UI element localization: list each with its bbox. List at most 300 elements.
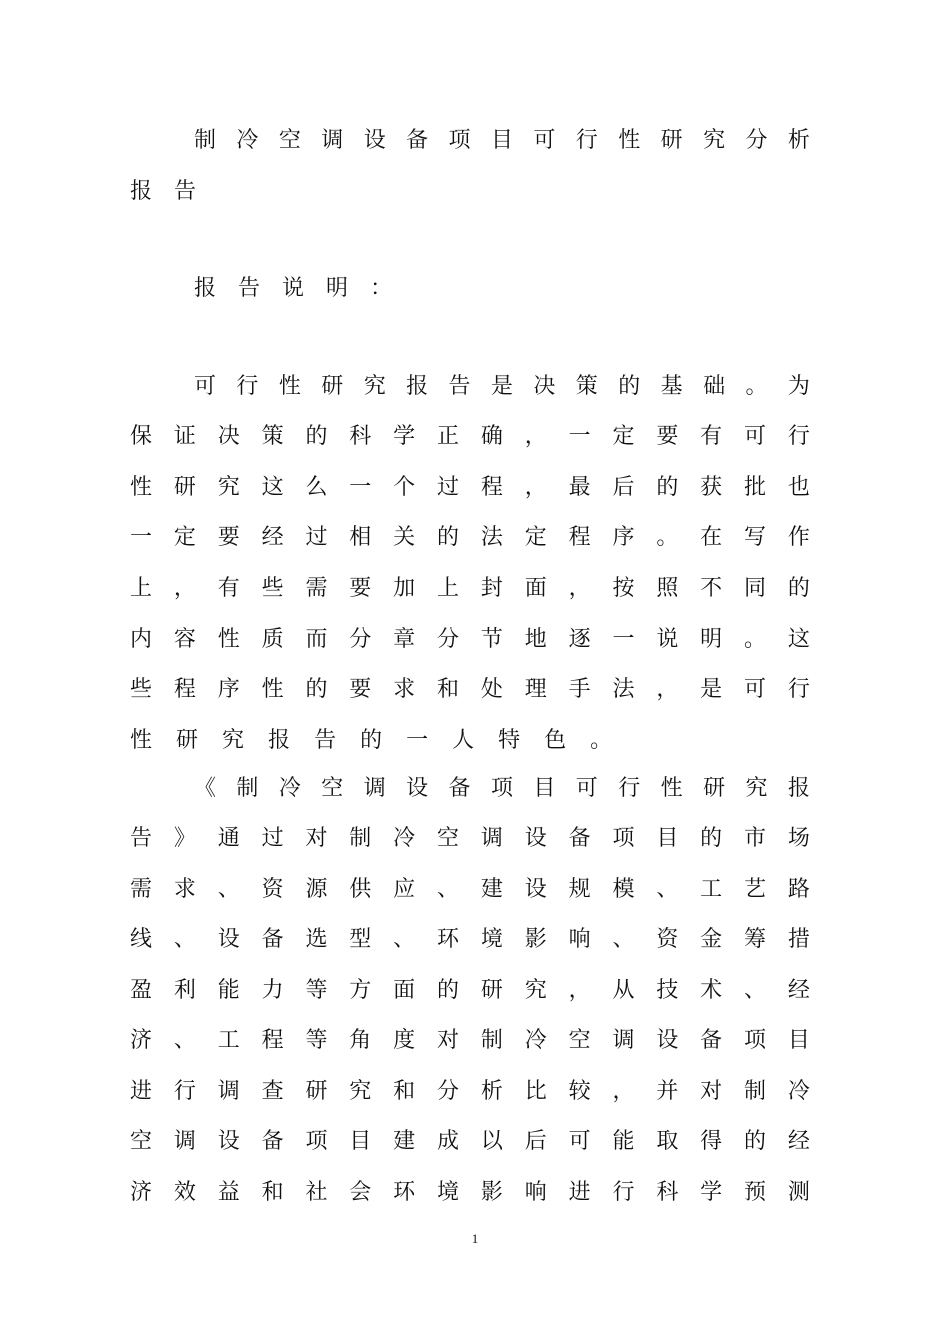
paragraph-line <box>130 521 810 555</box>
text-character: 和 <box>261 1180 284 1205</box>
text-character: 分 <box>745 128 768 153</box>
text-character: 选 <box>305 927 328 952</box>
text-character: 一 <box>568 424 591 449</box>
text-character: 比 <box>524 1079 547 1104</box>
text-character: 同 <box>744 576 767 601</box>
text-character: 定 <box>524 525 547 550</box>
text-character: 策 <box>575 374 598 399</box>
text-character: 目 <box>533 776 556 801</box>
text-character: 备 <box>448 776 471 801</box>
text-character: 础 <box>703 374 726 399</box>
text-character: 科 <box>349 424 372 449</box>
text-character: 备 <box>700 1028 723 1053</box>
text-character: 性 <box>261 677 284 702</box>
text-character: 需 <box>130 877 153 902</box>
text-character: 可 <box>194 374 217 399</box>
text-character: ， <box>568 978 591 1003</box>
text-character: 需 <box>305 576 328 601</box>
text-character: 地 <box>524 627 547 652</box>
text-character: 空 <box>568 1028 591 1053</box>
text-character: 建 <box>393 1129 416 1154</box>
text-character: 、 <box>217 877 240 902</box>
text-character: 冷 <box>278 776 301 801</box>
text-character: 、 <box>656 877 679 902</box>
text-character: 成 <box>437 1129 460 1154</box>
text-character: 角 <box>349 1028 372 1053</box>
title-line-1 <box>194 124 810 158</box>
text-character: 、 <box>393 927 416 952</box>
text-character: 调 <box>480 826 503 851</box>
text-character: 的 <box>305 677 328 702</box>
text-character: 法 <box>480 525 503 550</box>
text-character: 设 <box>217 1129 240 1154</box>
text-character: 设 <box>363 128 386 153</box>
text-character: 过 <box>437 475 460 500</box>
text-character: 报 <box>268 728 291 753</box>
text-character: 测 <box>787 1180 810 1205</box>
text-character: 资 <box>261 877 284 902</box>
paragraph-line <box>130 471 810 505</box>
text-character: 可 <box>575 776 598 801</box>
text-character: 内 <box>130 627 153 652</box>
text-character: 作 <box>787 525 810 550</box>
text-character: 设 <box>217 927 240 952</box>
text-character: 空 <box>437 826 460 851</box>
text-character: 告 <box>130 826 153 851</box>
text-character: 、 <box>612 927 635 952</box>
text-character: 空 <box>130 1129 153 1154</box>
paragraph-line <box>130 724 810 758</box>
paragraph-line <box>130 572 810 606</box>
text-character: 批 <box>744 475 767 500</box>
text-character: 环 <box>393 1180 416 1205</box>
text-character: 序 <box>217 677 240 702</box>
text-character: 备 <box>261 1129 284 1154</box>
text-character: 么 <box>305 475 328 500</box>
text-character: 供 <box>349 877 372 902</box>
text-character: 究 <box>222 728 245 753</box>
text-character: 面 <box>393 978 416 1003</box>
text-character: 分 <box>349 627 372 652</box>
text-character: ， <box>524 475 547 500</box>
text-character: 调 <box>217 1079 240 1104</box>
text-character: 冷 <box>524 1028 547 1053</box>
text-character: 模 <box>612 877 635 902</box>
text-character: 是 <box>700 677 723 702</box>
text-character: 的 <box>656 475 679 500</box>
text-character: 研 <box>173 475 196 500</box>
text-character: 程 <box>568 525 591 550</box>
text-character: 证 <box>173 424 196 449</box>
text-character: 定 <box>173 525 196 550</box>
text-character: 保 <box>130 424 153 449</box>
text-character: 性 <box>278 374 301 399</box>
text-character: 并 <box>656 1079 679 1104</box>
text-character: 力 <box>261 978 284 1003</box>
text-character: 能 <box>217 978 240 1003</box>
text-character: 的 <box>787 576 810 601</box>
text-character: 设 <box>656 1028 679 1053</box>
paragraph-line <box>130 623 810 657</box>
text-character: 定 <box>612 424 635 449</box>
text-character: 求 <box>393 677 416 702</box>
paragraph-line <box>194 370 810 404</box>
text-character: 研 <box>660 128 683 153</box>
text-character: 艺 <box>744 877 767 902</box>
text-character: 路 <box>787 877 810 902</box>
text-character: ， <box>656 677 679 702</box>
text-character: 型 <box>349 927 372 952</box>
text-character: ， <box>173 576 196 601</box>
text-character: 程 <box>480 475 503 500</box>
text-character: 境 <box>437 1180 460 1205</box>
text-character: 程 <box>261 1028 284 1053</box>
text-character: 会 <box>349 1180 372 1205</box>
paragraph-line <box>130 974 810 1008</box>
text-character: 行 <box>618 776 641 801</box>
text-character: 场 <box>787 826 810 851</box>
text-character: 行 <box>236 374 259 399</box>
text-character: 备 <box>568 826 591 851</box>
text-character: 研 <box>321 374 344 399</box>
text-character: 的 <box>305 424 328 449</box>
text-character: 析 <box>787 128 810 153</box>
text-character: 决 <box>533 374 556 399</box>
text-character: 调 <box>612 1028 635 1053</box>
text-character: 个 <box>393 475 416 500</box>
text-character: 的 <box>437 978 460 1003</box>
text-character: 项 <box>612 826 635 851</box>
text-character: 质 <box>261 627 284 652</box>
text-character: 利 <box>173 978 196 1003</box>
text-character: 制 <box>194 128 217 153</box>
text-character: 一 <box>406 728 429 753</box>
page-number: 1 <box>471 1231 479 1246</box>
text-character: 的 <box>744 1129 767 1154</box>
text-character: 学 <box>700 1180 723 1205</box>
text-character: 项 <box>305 1129 328 1154</box>
text-character: 上 <box>437 576 460 601</box>
text-character: 也 <box>787 475 810 500</box>
text-character: 报 <box>130 179 153 204</box>
text-character: 、 <box>173 1028 196 1053</box>
text-character: 要 <box>217 525 240 550</box>
text-character: 进 <box>130 1079 153 1104</box>
text-character: 要 <box>349 576 372 601</box>
text-character: 研 <box>703 776 726 801</box>
text-character: 度 <box>393 1028 416 1053</box>
paragraph-line <box>130 1125 810 1159</box>
text-character: 究 <box>524 978 547 1003</box>
text-character: 告 <box>238 276 261 301</box>
text-character: 确 <box>480 424 503 449</box>
text-character: 措 <box>787 927 810 952</box>
text-character: 冷 <box>393 826 416 851</box>
text-character: 可 <box>568 1129 591 1154</box>
text-character: 可 <box>744 677 767 702</box>
text-character: 手 <box>568 677 591 702</box>
text-character: 过 <box>261 826 284 851</box>
text-character: 加 <box>393 576 416 601</box>
text-character: 济 <box>130 1180 153 1205</box>
text-character: 制 <box>480 1028 503 1053</box>
text-character: 明 <box>326 276 349 301</box>
text-character: 后 <box>524 1129 547 1154</box>
text-character: 对 <box>437 1028 460 1053</box>
text-character: 说 <box>282 276 305 301</box>
text-character: ， <box>524 424 547 449</box>
text-character: 决 <box>217 424 240 449</box>
text-character: 、 <box>437 877 460 902</box>
text-character: 影 <box>524 927 547 952</box>
text-character: ， <box>612 1079 635 1104</box>
text-character: 照 <box>656 576 679 601</box>
text-character: 学 <box>393 424 416 449</box>
text-character: 性 <box>130 475 153 500</box>
text-character: 益 <box>217 1180 240 1205</box>
text-character: 按 <box>612 576 635 601</box>
section-heading <box>194 272 810 306</box>
text-character: 目 <box>656 826 679 851</box>
text-character: 策 <box>261 424 284 449</box>
text-character: 取 <box>656 1129 679 1154</box>
text-character: 等 <box>305 1028 328 1053</box>
text-character: 说 <box>656 627 679 652</box>
text-character: 有 <box>700 424 723 449</box>
text-character: 等 <box>305 978 328 1003</box>
paragraph-line <box>130 822 810 856</box>
text-character: 效 <box>173 1180 196 1205</box>
text-character: 过 <box>305 525 328 550</box>
text-character: 影 <box>480 1180 503 1205</box>
text-character: 社 <box>305 1180 328 1205</box>
text-character: 理 <box>524 677 547 702</box>
text-character: 空 <box>278 128 301 153</box>
text-character: 一 <box>612 627 635 652</box>
text-character: 分 <box>437 1079 460 1104</box>
text-character: 境 <box>480 927 503 952</box>
text-character: 《 <box>194 776 217 801</box>
text-character: 处 <box>480 677 503 702</box>
text-character: 告 <box>314 728 337 753</box>
paragraph-line <box>130 1176 810 1210</box>
text-character: 逐 <box>568 627 591 652</box>
paragraph-line <box>130 673 810 707</box>
text-character: 行 <box>173 1079 196 1104</box>
text-character: 性 <box>130 728 153 753</box>
text-character: 预 <box>744 1180 767 1205</box>
text-character: 一 <box>130 525 153 550</box>
text-character: 究 <box>217 475 240 500</box>
paragraph-line <box>130 873 810 907</box>
text-character: 、 <box>744 978 767 1003</box>
text-character: 从 <box>612 978 635 1003</box>
text-character: 较 <box>568 1079 591 1104</box>
text-character: 性 <box>618 128 641 153</box>
text-character: ： <box>370 276 393 301</box>
text-character: 章 <box>393 627 416 652</box>
text-character: 技 <box>656 978 679 1003</box>
text-character: 些 <box>130 677 153 702</box>
text-character: 的 <box>700 826 723 851</box>
text-character: 对 <box>305 826 328 851</box>
text-character: 上 <box>130 576 153 601</box>
text-character: 正 <box>437 424 460 449</box>
text-character: 和 <box>437 677 460 702</box>
text-character: 制 <box>744 1079 767 1104</box>
text-character: 而 <box>305 627 328 652</box>
text-character: 关 <box>393 525 416 550</box>
text-character: 相 <box>349 525 372 550</box>
text-character: 可 <box>533 128 556 153</box>
text-character: 究 <box>745 776 768 801</box>
text-character: 和 <box>393 1079 416 1104</box>
text-character: 经 <box>261 525 284 550</box>
text-character: 法 <box>612 677 635 702</box>
text-character: 这 <box>787 627 810 652</box>
text-character: 项 <box>448 128 471 153</box>
text-character: 冷 <box>787 1079 810 1104</box>
text-character: 行 <box>575 128 598 153</box>
text-character: 应 <box>393 877 416 902</box>
text-character: 的 <box>437 525 460 550</box>
text-character: 制 <box>349 826 372 851</box>
text-character: 这 <box>261 475 284 500</box>
text-character: 经 <box>787 978 810 1003</box>
text-character: 性 <box>217 627 240 652</box>
title-line-2 <box>130 175 810 209</box>
text-character: 要 <box>656 424 679 449</box>
text-character: 术 <box>700 978 723 1003</box>
text-character: 明 <box>700 627 723 652</box>
text-character: 。 <box>590 728 613 753</box>
paragraph-line <box>130 1075 810 1109</box>
text-character: 市 <box>744 826 767 851</box>
text-character: 要 <box>349 677 372 702</box>
text-character: 目 <box>490 128 513 153</box>
text-character: 行 <box>787 677 810 702</box>
text-character: ， <box>568 576 591 601</box>
text-character: 些 <box>261 576 284 601</box>
text-character: 的 <box>618 374 641 399</box>
text-character: 。 <box>744 627 767 652</box>
text-character: 济 <box>130 1028 153 1053</box>
text-character: 究 <box>703 128 726 153</box>
text-character: 行 <box>612 1180 635 1205</box>
text-character: 备 <box>261 927 284 952</box>
text-character: 报 <box>787 776 810 801</box>
text-character: 能 <box>612 1129 635 1154</box>
paragraph-line <box>130 1024 810 1058</box>
text-character: 空 <box>321 776 344 801</box>
text-character: 进 <box>568 1180 591 1205</box>
text-character: 建 <box>480 877 503 902</box>
text-character: 得 <box>700 1129 723 1154</box>
text-character: 制 <box>236 776 259 801</box>
text-character: 获 <box>700 475 723 500</box>
text-character: 筹 <box>744 927 767 952</box>
text-character: 调 <box>173 1129 196 1154</box>
text-character: 封 <box>480 576 503 601</box>
text-character: 最 <box>568 475 591 500</box>
text-character: 线 <box>130 927 153 952</box>
text-character: 基 <box>660 374 683 399</box>
text-character: 特 <box>498 728 521 753</box>
text-character: 工 <box>217 1028 240 1053</box>
text-character: 目 <box>787 1028 810 1053</box>
text-character: 通 <box>217 826 240 851</box>
text-character: 究 <box>349 1079 372 1104</box>
text-character: 备 <box>406 128 429 153</box>
text-character: 一 <box>349 475 372 500</box>
text-character: 有 <box>217 576 240 601</box>
text-character: 分 <box>437 627 460 652</box>
text-character: 响 <box>568 927 591 952</box>
text-character: 项 <box>744 1028 767 1053</box>
text-character: 冷 <box>236 128 259 153</box>
text-character: 经 <box>787 1129 810 1154</box>
text-character: 的 <box>360 728 383 753</box>
text-character: 环 <box>437 927 460 952</box>
text-character: 查 <box>261 1079 284 1104</box>
text-character: 在 <box>700 525 723 550</box>
text-character: 设 <box>524 877 547 902</box>
text-character: 写 <box>744 525 767 550</box>
text-character: 报 <box>406 374 429 399</box>
text-character: 面 <box>524 576 547 601</box>
text-character: 行 <box>787 424 810 449</box>
text-character: 研 <box>176 728 199 753</box>
text-character: 析 <box>480 1079 503 1104</box>
text-character: 资 <box>656 927 679 952</box>
text-character: 性 <box>660 776 683 801</box>
text-character: 不 <box>700 576 723 601</box>
text-character: 方 <box>349 978 372 1003</box>
text-character: 。 <box>745 374 768 399</box>
text-character: 盈 <box>130 978 153 1003</box>
text-character: 告 <box>448 374 471 399</box>
text-character: 容 <box>173 627 196 652</box>
text-character: 源 <box>305 877 328 902</box>
paragraph-line <box>130 923 810 957</box>
paragraph-line <box>194 772 810 806</box>
text-character: 项 <box>490 776 513 801</box>
text-character: 、 <box>173 927 196 952</box>
paragraph-line <box>130 420 810 454</box>
text-character: 程 <box>173 677 196 702</box>
text-character: 金 <box>700 927 723 952</box>
text-character: 为 <box>787 374 810 399</box>
text-character: 调 <box>363 776 386 801</box>
text-character: 工 <box>700 877 723 902</box>
text-character: 研 <box>305 1079 328 1104</box>
text-character: 对 <box>700 1079 723 1104</box>
text-character: 调 <box>321 128 344 153</box>
text-character: 人 <box>452 728 475 753</box>
text-character: 以 <box>480 1129 503 1154</box>
text-character: 规 <box>568 877 591 902</box>
text-character: 色 <box>544 728 567 753</box>
text-character: 可 <box>744 424 767 449</box>
text-character: 究 <box>363 374 386 399</box>
text-character: 后 <box>612 475 635 500</box>
text-character: 节 <box>480 627 503 652</box>
text-character: 。 <box>656 525 679 550</box>
text-character: 响 <box>524 1180 547 1205</box>
text-character: 设 <box>406 776 429 801</box>
text-character: 设 <box>524 826 547 851</box>
text-character: 是 <box>490 374 513 399</box>
